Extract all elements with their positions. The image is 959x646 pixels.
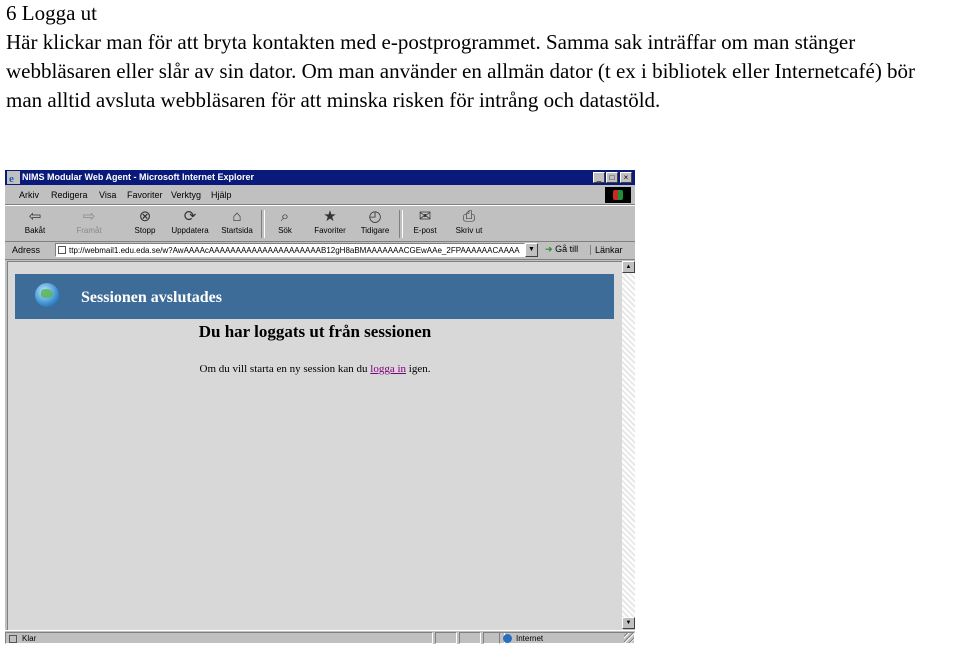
back-arrow-icon: ⇦: [28, 208, 42, 225]
minimize-button[interactable]: _: [593, 172, 605, 183]
menu-verktyg[interactable]: Verktyg: [171, 190, 202, 200]
resize-grip[interactable]: [624, 633, 634, 643]
page-status-icon: [9, 635, 17, 643]
back-label: Bakåt: [24, 226, 46, 235]
window-title: NIMS Modular Web Agent - Microsoft Internet Explorer: [22, 172, 255, 182]
menu-favoriter[interactable]: Favoriter: [127, 190, 163, 200]
toolbar: [5, 205, 635, 242]
mail-button[interactable]: [403, 208, 447, 240]
favorites-icon: ★: [323, 208, 337, 225]
logout-heading: Du har loggats ut från sessionen: [198, 322, 432, 341]
refresh-icon: ⟳: [183, 208, 197, 225]
stop-label: Stopp: [134, 226, 156, 235]
banner-title: Sessionen avslutades: [81, 289, 222, 306]
session-banner: [15, 274, 614, 319]
ie-logo-icon: [7, 171, 20, 184]
status-cell: [435, 632, 457, 644]
address-dropdown-button[interactable]: ▼: [525, 243, 538, 257]
page-content: [7, 261, 623, 631]
favorites-label: Favoriter: [314, 226, 346, 235]
refresh-button[interactable]: [168, 208, 212, 240]
back-button[interactable]: [13, 208, 57, 240]
svg-text:e: e: [9, 173, 14, 184]
instruction-paragraph: Här klickar man för att bryta kontakten med e-postprogrammet. Samma sak inträffar om man stänger webbläsaren eller slår av sin dator. Om man använder en allmän dator (t ex i bibliotek eller Internetcafé) bör man alltid avsluta webbläsaren för att minska risken för intrång och datastöld.: [6, 30, 916, 112]
status-message-cell: [5, 632, 433, 644]
go-arrow-icon: ➜: [545, 244, 553, 254]
globe-mail-icon: [35, 283, 59, 307]
logout-message: [8, 363, 622, 375]
address-label: Adress: [12, 245, 41, 255]
scroll-up-button[interactable]: ▲: [622, 261, 635, 273]
scroll-down-button[interactable]: ▼: [622, 617, 635, 629]
history-label: Tidigare: [360, 226, 390, 235]
message-text-after: igen.: [406, 363, 431, 375]
refresh-label: Uppdatera: [171, 226, 209, 235]
zone-cell: [499, 632, 635, 644]
go-label: Gå till: [555, 244, 579, 254]
address-value: ttp://webmail1.edu.eda.se/w?AwAAAAcAAAAAAAAAAAAAAAAAAAAAB12gH8aBMAAAAAAACGEwAAe_2FPAAAAAACAAAA: [69, 246, 520, 255]
search-icon: ⌕: [280, 208, 290, 225]
forward-label: Framåt: [76, 226, 102, 235]
status-text: Klar: [22, 634, 37, 643]
vertical-scrollbar[interactable]: [622, 261, 635, 629]
title-bar: [5, 170, 635, 185]
print-label: Skriv ut: [455, 226, 483, 235]
go-button[interactable]: [545, 244, 578, 255]
menu-visa[interactable]: Visa: [99, 190, 117, 200]
print-button[interactable]: [447, 208, 491, 240]
maximize-button[interactable]: □: [606, 172, 618, 183]
menu-hjalp[interactable]: Hjälp: [211, 190, 232, 200]
menu-redigera[interactable]: Redigera: [51, 190, 88, 200]
forward-button[interactable]: [67, 208, 111, 240]
browser-window: [5, 170, 635, 644]
zone-text: Internet: [516, 634, 544, 643]
menu-bar: [5, 186, 635, 205]
favorites-button[interactable]: [308, 208, 352, 240]
search-label: Sök: [278, 226, 292, 235]
mail-icon: ✉: [418, 208, 432, 225]
history-button[interactable]: [353, 208, 397, 240]
status-bar: [5, 630, 635, 644]
stop-button[interactable]: [123, 208, 167, 240]
address-bar: [5, 241, 635, 260]
search-button[interactable]: [263, 208, 307, 240]
forward-arrow-icon: ⇨: [82, 208, 96, 225]
login-link[interactable]: logga in: [370, 363, 407, 375]
stop-icon: ⊗: [138, 208, 152, 225]
links-button[interactable]: Länkar: [590, 245, 623, 255]
print-icon: ⎙: [462, 208, 475, 225]
page-icon: [58, 246, 66, 254]
home-label: Startsida: [221, 226, 253, 235]
windows-logo-icon: [605, 187, 631, 203]
internet-zone-icon: [503, 634, 512, 643]
close-button[interactable]: ×: [620, 172, 632, 183]
address-input[interactable]: [55, 243, 525, 257]
home-icon: ⌂: [232, 208, 242, 225]
section-heading: 6 Logga ut: [6, 1, 97, 25]
status-cell: [459, 632, 481, 644]
mail-label: E-post: [413, 226, 437, 235]
menu-arkiv[interactable]: Arkiv: [19, 190, 39, 200]
home-button[interactable]: [215, 208, 259, 240]
history-icon: ◴: [368, 208, 382, 225]
message-text-before: Om du vill starta en ny session kan du: [199, 363, 371, 375]
